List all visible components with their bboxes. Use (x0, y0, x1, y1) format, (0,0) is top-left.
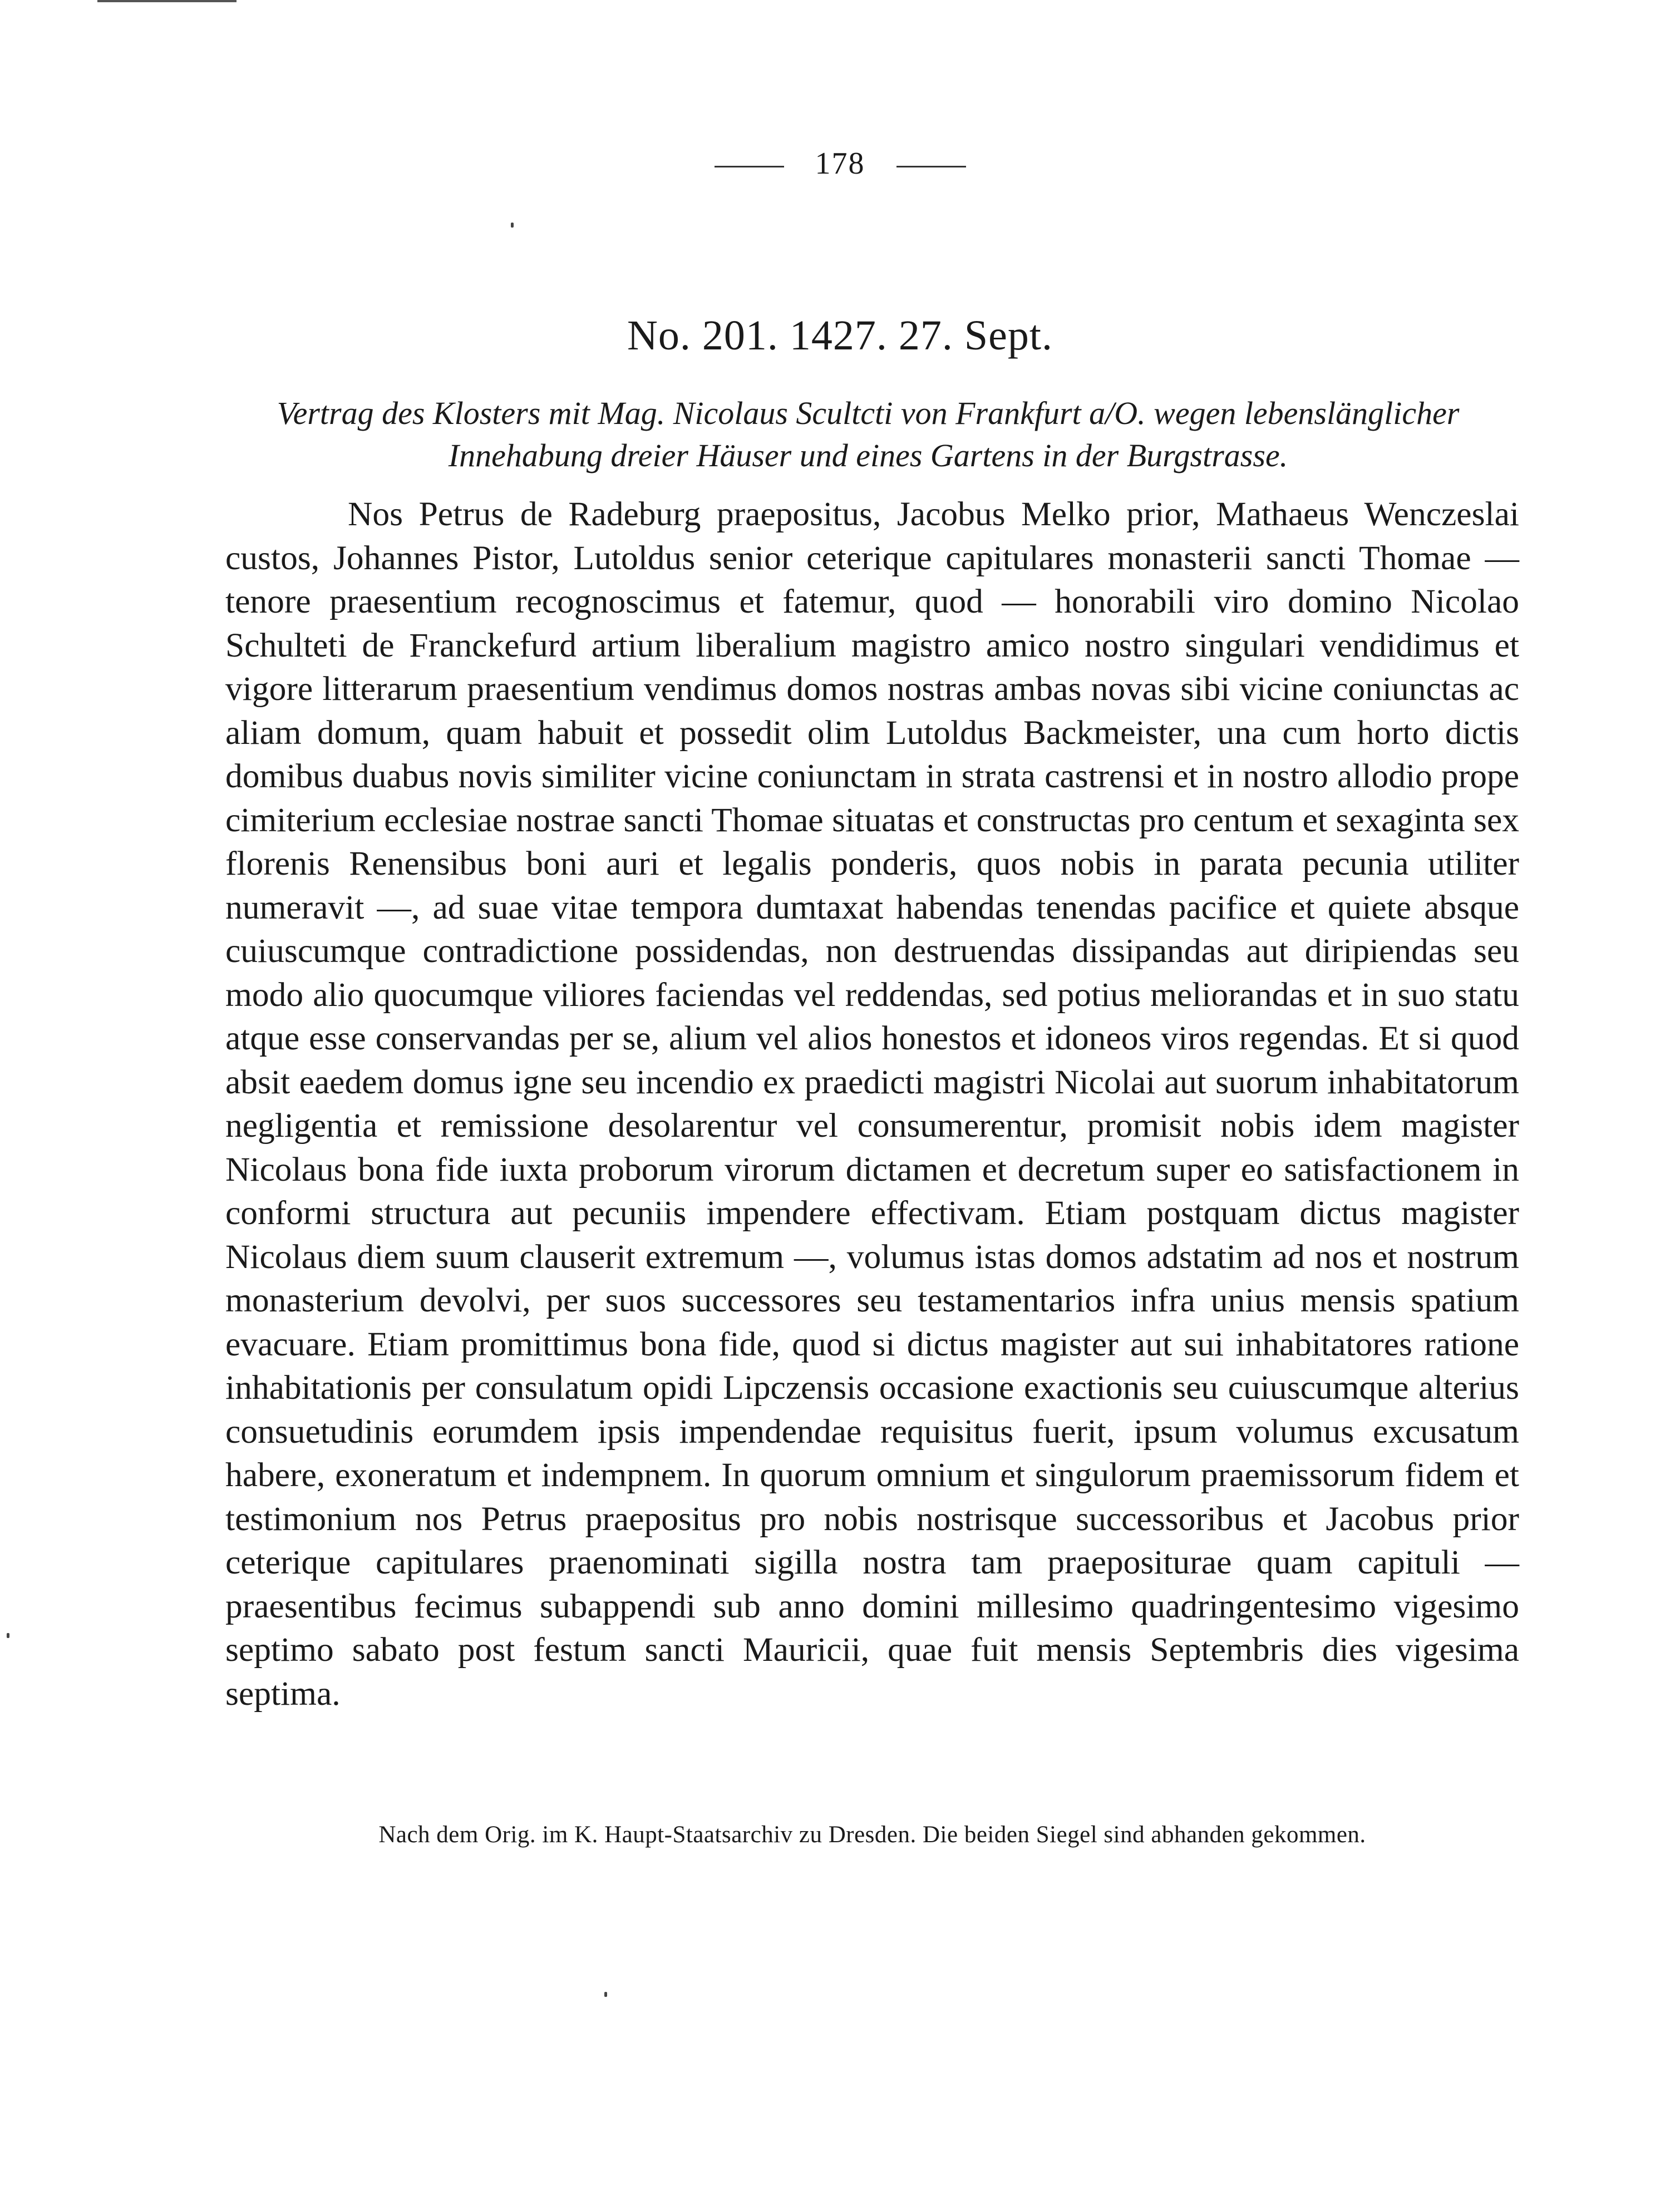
page-header (0, 146, 1680, 181)
document-heading: No. 201. 1427. 27. Sept. (627, 312, 1053, 359)
document-subtitle: Vertrag des Klosters mit Mag. Nicolaus Scultcti von Frankfurt a/O. wegen lebenslänglicher Innehabung dreier Häuser und eines Gartens in der Burgstrasse. (277, 395, 1460, 473)
left-dash-rule (715, 166, 784, 167)
source-note: Nach dem Orig. im K. Haupt-Staatsarchiv zu Dresden. Die beiden Siegel sind abhanden gekommen. (378, 1822, 1366, 1848)
scan-speck (511, 223, 514, 228)
top-edge-rule (97, 0, 237, 2)
body-text: Nos Petrus de Radeburg praepositus, Jacobus Melko prior, Mathaeus Wenczeslai custos, Johannes Pistor, Lutoldus senior ceterique capitulares monasterii sancti Thomae — tenore praesentium recognoscimus et fatemur, quod — honorabili viro domino Nicolao Schulteti de Franckefurd artium liberalium magistro amico nostro singulari vendidimus et vigore litterarum praesentium vendimus domos nostras ambas novas sibi vicine coniunctas ac aliam domum, quam habuit et possedit olim Lutoldus Backmeister, una cum horto dictis domibus duabus novis similiter vicine coniunctam in strata castrensi et in nostro allodio prope cimiterium ecclesiae nostrae sancti Thomae situatas et constructas pro centum et sexaginta sex florenis Renensibus boni auri et legalis ponderis, quos nobis in parata pecunia utiliter numeravit —, ad suae vitae tempora dumtaxat habendas tenendas pacifice et quiete absque cuiuscumque contradictione possidendas, non destruendas dissipandas aut diripiendas seu modo alio quocumque viliores faciendas vel reddendas, sed potius meliorandas et in suo statu atque esse conservandas per se, alium vel alios honestos et idoneos viros regendas. Et si quod absit eaedem domus igne seu incendio ex praedicti magistri Nicolai aut suorum inhabitatorum negligentia et remissione desolarentur vel consumerentur, promisit nobis idem magister Nicolaus bona fide iuxta proborum virorum dictamen et decretum super eo satisfactionem in conformi structura aut pecuniis impendere effectivam. Etiam postquam dictus magister Nicolaus diem suum clauserit extremum —, volumus istas domos adstatim ad nos et nostrum monasterium devolvi, per suos successores seu testamentarios infra unius mensis spatium evacuare. Etiam promittimus bona fide, quod si dictus magister aut sui inhabitatores ratione inhabitationis per consulatum opidi Lipczensis occasione exactionis seu cuiuscumque alterius consuetudinis eorumdem ipsis impendendae requisitus fuerit, ipsum volumus excusatum habere, exoneratum et indempnem. In quorum omnium et singulorum praemissorum fidem et testimonium nos Petrus praepositus pro nobis nostrisque successoribus et Jacobus prior ceterique capitulares praenominati sigilla nostra tam praepositurae quam capituli — praesentibus fecimus subappendi sub anno domini millesimo quadringentesimo vigesimo septimo sabato post festum sancti Mauricii, quae fuit mensis Septembris dies vigesima septima. (225, 495, 1519, 1713)
page-number: 178 (815, 146, 865, 181)
right-dash-rule (896, 166, 966, 167)
scan-speck (604, 1992, 607, 1997)
scan-speck (7, 1633, 9, 1638)
